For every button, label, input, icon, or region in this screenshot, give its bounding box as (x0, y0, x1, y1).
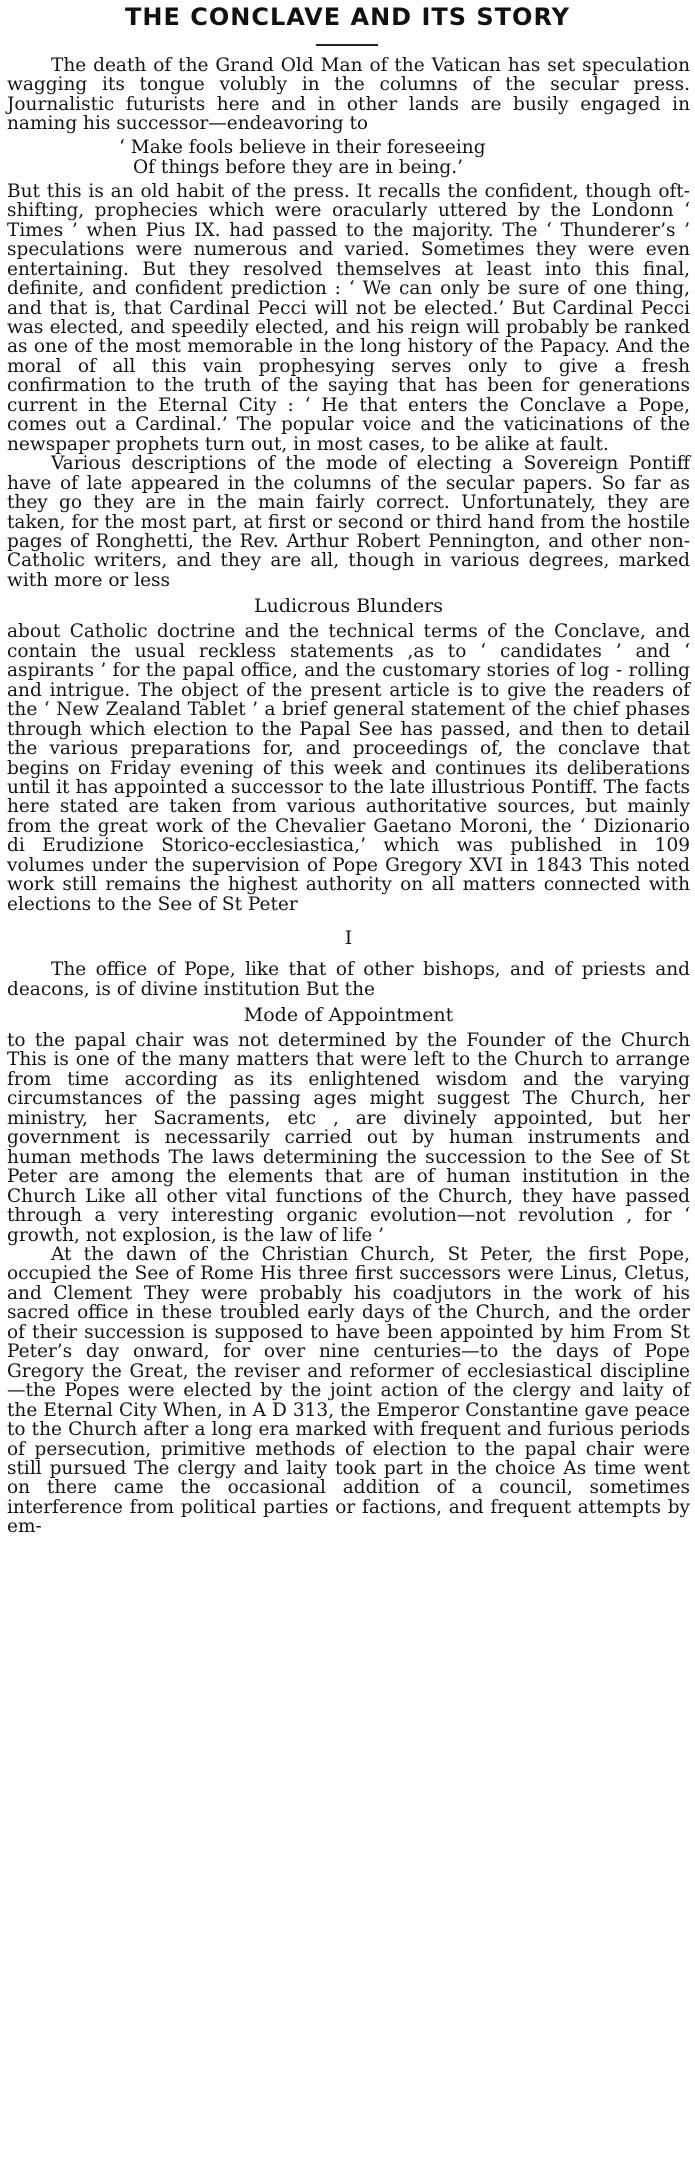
paragraph-dawn-of-church: At the dawn of the Christian Church, St Peter, the first Pope, occupied the See of Rome His three first successors were Linus, Cletus, and Clement They were probably his coadjutors in the work of his sacred office in these troubled early days of the Church, and the order of their succession is supposed to have been appointed by him From St Peter’s day onward, for over nine centuries—to the days of Pope Gregory the Great, the reviser and reformer of ecclesiastical discipline—the Popes were elected by the joint action of the clergy and laity of the Eternal City When, in A D 313, the Emperor Constantine gave peace to the Church after a long era marked with frequent and furious periods of persecution, primitive methods of election to the papal chair were still pursued The clergy and laity took part in the choice As time went on there came the occasional addition of a council, sometimes interference from political parties or factions, and frequent attempts by em- (7, 1244, 690, 1538)
subheading-mode-of-appointment: Mode of Appointment (243, 1004, 454, 1027)
paragraph-catholic-doctrine: about Catholic doctrine and the technical terms of the Conclave, and contain the usual reckless statements ,as to ‘ candidates ’ and ‘ aspirants ’ for the papal office, and the customary stories of log - rolling and intrigue. The object of the present article is to give the readers of the ‘ New Zealand Tablet ’ a brief general statement of the chief phases through which election to the Papal See has passed, and then to detail the various preparations for, and proceedings of, the conclave that begins on Friday evening of this week and continues its deliberations until it has appointed a successor to the late illustrious Pontiff. The facts here stated are taken from various authoritative sources, but mainly from the great work of the Chevalier Gaetano Moroni, the ‘ Dizionario di Erudizione Storico-ecclesiastica,’ which was published in 109 volumes under the supervision of Pope Gregory XVI in 1843 This noted work still remains the highest authority on all matters connected with elections to the See of St Peter (7, 621, 690, 915)
paragraph-papal-chair: to the papal chair was not determined by the Founder of the Church This is one of the many matters that were left to the Church to arrange from time according as its enlightened wisdom and the varying circumstances of the passing ages might suggest The Church, her ministry, her Sacraments, etc , are divinely appointed, but her government is necessarily carried out by human instruments and human methods The laws determining the succession to the See of St Peter are among the elements that are of human institution in the Church Like all other vital functions of the Church, they have passed through a very interesting organic evolution—not revolution , for ‘ growth, not explosion, is the law of life ’ (7, 1030, 690, 1246)
verse-quote (7, 138, 690, 178)
article-body (7, 56, 690, 1537)
article-title: THE CONCLAVE AND ITS STORY (125, 3, 570, 31)
subheading-ludicrous-blunders: Ludicrous Blunders (253, 595, 444, 618)
paragraph-descriptions: Various descriptions of the mode of electing a Sovereign Pontiff have of late appeared in the columns of the secular papers. So far as they go they are in the main fairly correct. Unfortunately, they are taken, for the most part, at first or second or third hand from the hostile pages of Ronghetti, the Rev. Arthur Robert Pennington, and other non-Catholic writers, and they are all, though in various degrees, marked with more or less (7, 453, 690, 591)
paragraph-press-habit: But this is an old habit of the press. It recalls the confident, though oft-shifting, prophecies which were oracularly uttered by the Londonn ‘ Times ’ when Pius IX. had passed to the majority. The ‘ Thunderer’s ’ speculations were numerous and varied. Sometimes they were even entertaining. But they resolved themselves at least into this final, definite, and confident prediction : ‘ We can only be sure of one thing, and that is, that Cardinal Pecci will not be elected.’ But Cardinal Pecci was elected, and speedily elected, and his reign will probably be ranked as one of the most memorable in the long history of the Papacy. And the moral of all this vain prophesying serves only to give a fresh confirmation to the truth of the saying that has been for generations current in the Eternal City : ‘ He that enters the Conclave a Pope, comes out a Cardinal.’ The popular voice and the vaticinations of the newspaper prophets turn out, in most cases, to be alike at fault. (7, 180, 690, 455)
quote-line-1: ‘ Make fools believe in their foreseeing (119, 136, 486, 158)
intro-paragraph: The death of the Grand Old Man of the Vatican has set speculation wagging its tongue volubly in the columns of the secular press. Journalistic futurists here and in other lands are busily engaged in naming his successor—endeavoring to (7, 55, 690, 135)
section-numeral: I (344, 927, 353, 950)
paragraph-office-of-pope: The office of Pope, like that of other bishops, and of priests and deacons, is of divine institution But the (7, 959, 690, 1000)
title-rule (316, 44, 378, 46)
quote-line-2: Of things before they are in being.’ (133, 156, 464, 178)
